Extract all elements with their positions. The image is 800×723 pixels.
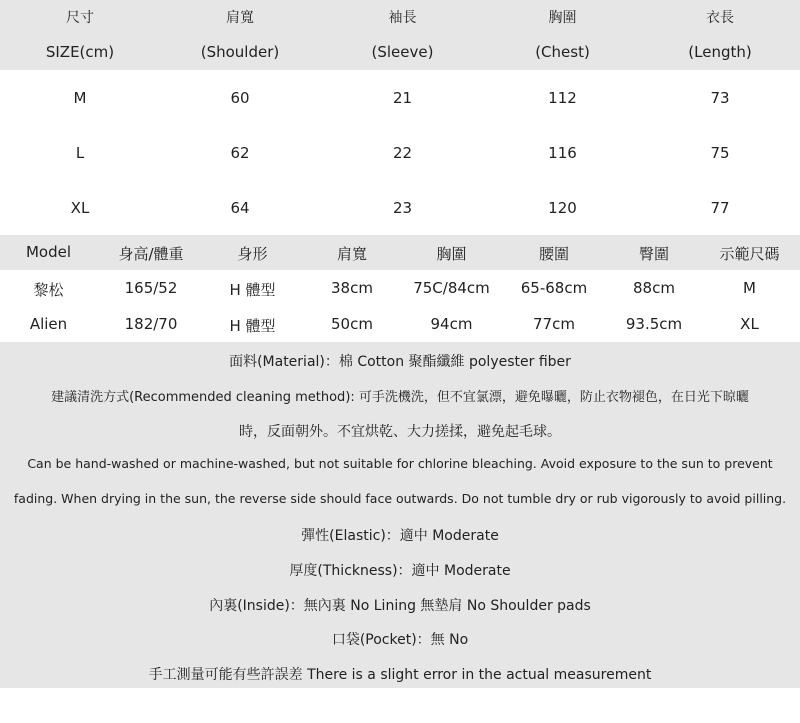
height-weight: 165/52	[124, 279, 178, 297]
chest-value: 120	[548, 199, 577, 217]
error-note: 手工測量可能有些許誤差 There is a slight error in the actual measurement	[148, 667, 652, 683]
inside-text: 內裏(Inside)：無內裏 No Lining 無墊肩 No Shoulder pads	[209, 598, 591, 614]
shoulder: 38cm	[331, 279, 373, 297]
size-label: M	[73, 89, 87, 107]
length-value: 73	[710, 89, 730, 107]
chest: 75C/84cm	[413, 279, 490, 297]
shoulder-value: 60	[230, 89, 250, 107]
elastic-text: 彈性(Elastic)：適中 Moderate	[301, 528, 499, 544]
table-row	[0, 70, 800, 125]
model-name: Alien	[29, 315, 68, 333]
height-weight: 182/70	[124, 315, 178, 333]
header-demo-size: 示範尺碼	[719, 245, 780, 263]
header-shoulder-zh: 肩寬	[226, 10, 254, 26]
model-table-header	[0, 235, 800, 270]
length-value: 75	[710, 144, 730, 162]
header-length-en: (Length)	[688, 43, 752, 61]
header-waist: 腰圍	[538, 245, 569, 263]
header-sleeve-en: (Sleeve)	[371, 43, 434, 61]
table-row	[0, 125, 800, 180]
waist: 65-68cm	[520, 279, 588, 297]
cleaning-text-zh-1: 建議清洗方式(Recommended cleaning method): 可手洗機洗，但不宜氯漂，避免曝曬，防止衣物褪色，在日光下晾曬	[51, 390, 749, 405]
size-label: XL	[70, 199, 90, 217]
header-body-type: 身形	[237, 245, 268, 263]
demo-size: XL	[740, 315, 759, 333]
bottom-margin	[0, 688, 800, 723]
header-sleeve-zh: 袖長	[388, 10, 417, 26]
header-model: Model	[25, 243, 72, 261]
cleaning-text-en-1: Can be hand-washed or machine-washed, but not suitable for chlorine bleaching. Avoid exposure to the sun to prevent	[27, 456, 773, 471]
size-table	[0, 0, 800, 235]
chest-value: 116	[548, 144, 577, 162]
header-chest: 胸圍	[436, 245, 467, 263]
table-row	[0, 306, 800, 342]
chest: 94cm	[430, 315, 473, 333]
length-value: 77	[710, 199, 730, 217]
sleeve-value: 22	[392, 144, 413, 162]
thickness-text: 厚度(Thickness)：適中 Moderate	[289, 563, 511, 579]
model-name: 黎松	[33, 281, 64, 299]
shoulder-value: 64	[230, 199, 250, 217]
shoulder: 50cm	[331, 315, 373, 333]
header-chest-en: (Chest)	[535, 43, 590, 61]
sleeve-value: 23	[392, 199, 413, 217]
cleaning-text-zh-2: 時，反面朝外。不宜烘乾、大力搓揉，避免起毛球。	[239, 424, 561, 440]
header-height-weight: 身高/體重	[118, 245, 184, 263]
header-chest-zh: 胸圍	[548, 10, 577, 26]
header-size-zh: 尺寸	[66, 10, 94, 26]
header-hip: 臀圍	[638, 245, 669, 263]
header-size-en: SIZE(cm)	[45, 43, 115, 61]
table-row	[0, 270, 800, 306]
product-info	[0, 342, 800, 688]
table-row	[0, 180, 800, 235]
waist: 77cm	[533, 315, 575, 333]
body-type: H 體型	[229, 317, 276, 335]
size-label: L	[75, 144, 85, 162]
header-length-zh: 衣長	[706, 10, 734, 26]
cleaning-text-en-2: fading. When drying in the sun, the reverse side should face outwards. Do not tumble dry or rub vigorously to avoid pilling.	[13, 491, 787, 506]
demo-size: M	[743, 279, 756, 297]
header-shoulder-en: (Shoulder)	[200, 43, 280, 61]
material-text: 面料(Material)：棉 Cotton 聚酯纖維 polyester fiber	[229, 354, 571, 370]
sleeve-value: 21	[392, 89, 413, 107]
pocket-text: 口袋(Pocket)：無 No	[331, 632, 469, 648]
size-table-header	[0, 0, 800, 70]
model-table	[0, 235, 800, 342]
body-type: H 體型	[229, 281, 276, 299]
shoulder-value: 62	[230, 144, 250, 162]
header-shoulder: 肩寬	[336, 245, 367, 263]
hip: 88cm	[633, 279, 675, 297]
hip: 93.5cm	[625, 315, 683, 333]
chest-value: 112	[548, 89, 577, 107]
